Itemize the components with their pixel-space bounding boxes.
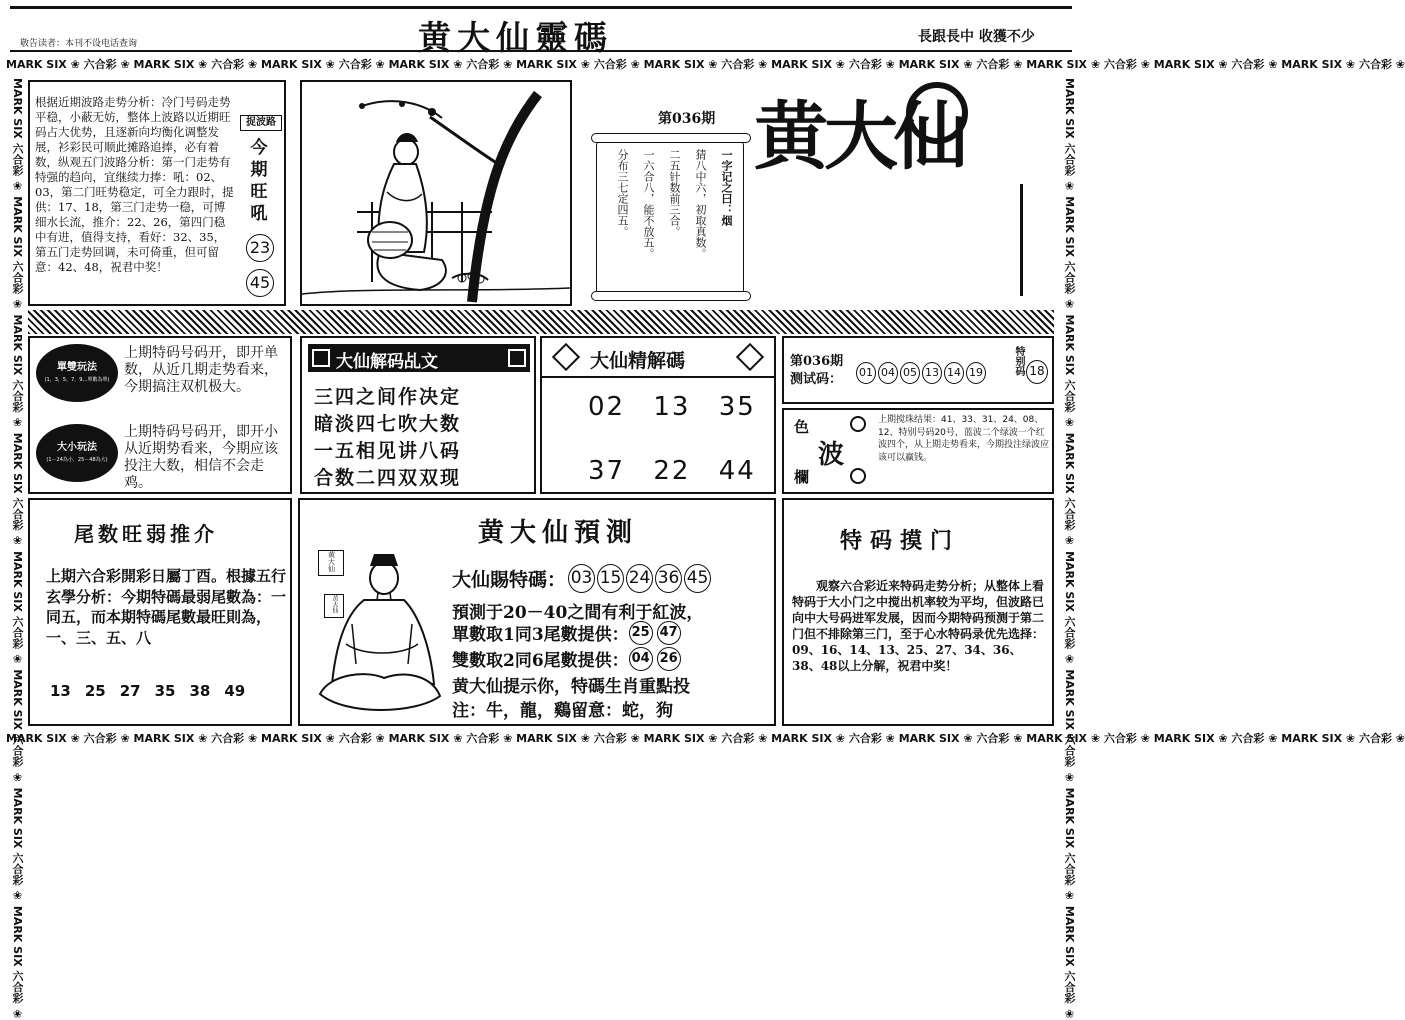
header-rule <box>10 6 1072 9</box>
tail-title: 尾数旺弱推介 <box>74 522 218 546</box>
jingjie-number: 13 <box>653 392 691 422</box>
tail-number: 38 <box>189 682 211 700</box>
trial-number: 13 <box>922 362 942 384</box>
color-wave-label-top: 色 <box>794 418 810 436</box>
sage-seal <box>318 550 344 576</box>
scroll-line-2: 猜八中六，初取真数。 <box>694 149 707 259</box>
period-label: 第036期 <box>658 111 716 127</box>
riddle-title-icon-right <box>508 349 526 367</box>
riddle-line-4: 合数二四双双现 <box>314 467 462 489</box>
trial-special-number: 18 <box>1026 360 1048 384</box>
tail-number: 13 <box>50 682 71 700</box>
trial-label: 测试码： <box>790 372 843 387</box>
forecast-special-label: 大仙賜特碼： <box>452 569 567 591</box>
jingjie-number: 37 <box>588 456 626 486</box>
door-text: 观察六合彩近来特码走势分析；从整体上看特码于大小门之中搅出机率较为平均，但波路已向中大号码进军发展，因而今期特码预测于第二门但不排除第三门，至于心水特码录优先选择：09、16、14、13、25、27、34、36、38、48以上分解，祝君中奖！ <box>792 579 1045 673</box>
forecast-line-2: 單數取1同3尾數提供： <box>452 625 629 645</box>
scroll-roll-bottom <box>591 291 751 301</box>
forecast-special-number: 24 <box>626 564 653 593</box>
diamond-icon-right <box>736 343 764 371</box>
wave-today-label: 今期旺吼 <box>250 138 268 224</box>
right-strip: MARK SIX 六合彩 ❀ MARK SIX 六合彩 ❀ MARK SIX 六合彩 ❀ MARK SIX 六合彩 ❀ MARK SIX 六合彩 ❀ MARK SIX 六合彩 ❀ MARK SIX 六合彩 ❀ MARK SIX 六合彩 ❀ <box>1063 78 1076 1020</box>
trial-number: 14 <box>944 362 964 384</box>
jingjie-title-bar <box>542 338 774 378</box>
jingjie-box <box>540 336 776 494</box>
door-title: 特码摸门 <box>840 528 961 554</box>
scroll-brand-area <box>576 80 1056 306</box>
big-small-badge-rule: (1－24為小，25－48為大) <box>46 457 108 463</box>
tail-number: 35 <box>154 682 176 700</box>
brand-ring <box>906 82 968 144</box>
trial-box <box>782 336 1054 404</box>
forecast-special-number: 03 <box>568 564 595 593</box>
door-box <box>782 498 1054 726</box>
wave-circle-icon <box>850 468 866 484</box>
riddle-title: 大仙解码乩文 <box>336 352 438 372</box>
sage-figure <box>306 544 442 724</box>
trial-numbers <box>856 362 986 384</box>
scroll-line-5: 分布三七定四五。 <box>616 149 629 237</box>
jingjie-number: 44 <box>718 456 756 486</box>
trial-period: 第036期 <box>790 354 844 369</box>
sage-tag-text: 黄大仙 <box>331 595 338 613</box>
scroll-line-3: 二五针数前三合。 <box>668 149 681 237</box>
scroll-lines <box>611 149 737 289</box>
trial-special-label: 特别码 <box>1013 346 1024 376</box>
big-small-text: 上期特码号码开，即开小从近期势看来，今期应该投注大数，相信不会走鸡。 <box>124 424 278 491</box>
forecast-line-1: 預測于20－40之間有利于紅波， <box>452 603 704 623</box>
forecast-odd-number: 25 <box>629 621 653 645</box>
forecast-box <box>298 498 776 726</box>
forecast-line-5: 注：牛，龍，鷄留意：蛇，狗 <box>452 701 673 721</box>
jingjie-number: 02 <box>588 392 626 422</box>
riddle-line-3: 一五相见讲八码 <box>314 440 462 462</box>
bottom-strip: MARK SIX ❀ 六合彩 ❀ MARK SIX ❀ 六合彩 ❀ MARK SIX ❀ 六合彩 ❀ MARK SIX ❀ 六合彩 ❀ MARK SIX ❀ 六合彩 ❀ MARK SIX ❀ 六合彩 ❀ MARK SIX ❀ 六合彩 ❀ MARK SIX ❀ 六合彩 ❀ MARK SIX ❀ 六合彩 ❀ MARK SIX ❀ 六合彩 ❀ MARK SIX ❀ 六合彩 ❀ <box>6 732 1405 745</box>
riddle-line-2: 暗淡四七吹大数 <box>314 413 462 435</box>
wave-analysis-text: 根据近期波路走势分析：冷门号码走势平稳，小蔽无妨，整体上波路以近期旺码占大优势，且逐新向均衡化调整发展，衫彩民可顺此摊路追捧，必有着数，纵观五门波路分析：第一门走势有特强的趋向，宜继续力捧：吼：02、03，第二门旺势稳定，可全力跟时，提供：17、18，第三门走势一稳，可博细水长流，推介：22、26，第四门稳中有进，值得支持，看好：32、35，第五门走势回调，未可倚重，但可留意：42、48，祝君中奖！ <box>35 95 234 274</box>
tail-text: 上期六合彩開彩日屬丁酉。根據五行玄學分析：今期特碼最弱尾數為：一同五，而本期特碼尾數最旺則為，一、三、五、八 <box>46 567 287 647</box>
jingjie-row-2 <box>588 456 756 486</box>
scroll-line-4: 一六合八，能不放五。 <box>642 149 655 259</box>
tail-number: 49 <box>224 682 246 700</box>
tail-box <box>28 498 292 726</box>
top-strip: MARK SIX ❀ 六合彩 ❀ MARK SIX ❀ 六合彩 ❀ MARK SIX ❀ 六合彩 ❀ MARK SIX ❀ 六合彩 ❀ MARK SIX ❀ 六合彩 ❀ MARK SIX ❀ 六合彩 ❀ MARK SIX ❀ 六合彩 ❀ MARK SIX ❀ 六合彩 ❀ MARK SIX ❀ 六合彩 ❀ MARK SIX ❀ 六合彩 ❀ MARK SIX ❀ 六合彩 ❀ <box>6 58 1405 71</box>
riddle-line-1: 三四之间作决定 <box>314 386 462 408</box>
tail-number: 27 <box>119 682 141 700</box>
brand-title: 黄大仙 <box>754 94 964 180</box>
wave-tag: 捉波路 <box>240 115 282 131</box>
forecast-special-number: 45 <box>684 564 711 593</box>
jingjie-number: 35 <box>718 392 756 422</box>
trial-number: 05 <box>900 362 920 384</box>
color-wave-label-bot: 欄 <box>794 468 810 486</box>
reader-notice: 敬告读者：本刊不设电话查询 <box>20 39 138 49</box>
tail-numbers <box>50 682 245 700</box>
scroll-roll-top <box>591 133 751 143</box>
single-double-badge <box>36 344 118 402</box>
sage-tag <box>324 594 344 618</box>
forecast-line-3-row <box>452 646 681 671</box>
scroll <box>596 138 744 298</box>
forecast-line-2-row <box>452 620 681 645</box>
sage-seal-text: 黄大仙 <box>327 551 336 572</box>
header <box>0 0 1080 58</box>
forecast-special-number: 36 <box>655 564 682 593</box>
riddle-title-bar <box>308 344 530 372</box>
forecast-special-number: 15 <box>597 564 624 593</box>
wave-analysis-box <box>28 80 286 306</box>
riddle-title-icon-left <box>312 349 330 367</box>
left-strip: MARK SIX 六合彩 ❀ MARK SIX 六合彩 ❀ MARK SIX 六合彩 ❀ MARK SIX 六合彩 ❀ MARK SIX 六合彩 ❀ MARK SIX 六合彩 ❀ MARK SIX 六合彩 ❀ MARK SIX 六合彩 ❀ <box>11 78 24 1020</box>
big-small-badge-title: 大小玩法 <box>57 442 97 453</box>
color-wave-label-mid: 波 <box>818 440 845 470</box>
trial-number: 01 <box>856 362 876 384</box>
forecast-odd-number: 47 <box>657 621 681 645</box>
forecast-title: 黄大仙預測 <box>478 518 639 548</box>
brand-rule <box>1020 184 1023 296</box>
slogan: 長跟長中 收獲不少 <box>918 29 1035 45</box>
page-title: 黄大仙靈碼 <box>418 18 613 57</box>
forecast-line-4: 黄大仙提示你，特碼生肖重點投 <box>452 677 690 697</box>
wave-number-2: 45 <box>246 269 274 297</box>
play-methods-box <box>28 336 292 494</box>
jingjie-number: 22 <box>653 456 691 486</box>
forecast-special-row <box>452 564 711 593</box>
wave-number-1: 23 <box>246 234 274 262</box>
single-double-badge-title: 單雙玩法 <box>57 362 97 373</box>
single-double-text: 上期特码号码开，即开单数，从近几期走势看来，今期搞注双机极大。 <box>124 345 278 395</box>
forecast-even-number: 26 <box>657 647 681 671</box>
trial-number: 19 <box>966 362 986 384</box>
forecast-even-number: 04 <box>629 647 653 671</box>
big-small-badge <box>36 424 118 482</box>
jingjie-row-1 <box>588 392 756 422</box>
color-wave-box <box>782 408 1054 494</box>
forecast-line-3: 雙數取2同6尾數提供： <box>452 651 629 671</box>
wave-circle-icon <box>850 416 866 432</box>
riddle-box <box>300 336 536 494</box>
illustration-box <box>300 80 572 306</box>
hatched-divider <box>28 310 1054 334</box>
diamond-icon-left <box>552 343 580 371</box>
single-double-badge-rule: (1，3，5，7，9…單數為單) <box>44 377 110 383</box>
tail-number: 25 <box>84 682 106 700</box>
trial-number: 04 <box>878 362 898 384</box>
jingjie-title: 大仙精解碼 <box>590 350 686 372</box>
color-wave-text: 上期搅珠结果：41、33、31、24、08、12、特别号码20号，蓝波二个绿波一个红波四个，从上期走势看来，今期投注绿波应该可以赢钱。 <box>878 415 1050 463</box>
scroll-line-1: 一字记之曰：烟 <box>720 149 733 226</box>
lady-illustration <box>302 82 570 304</box>
